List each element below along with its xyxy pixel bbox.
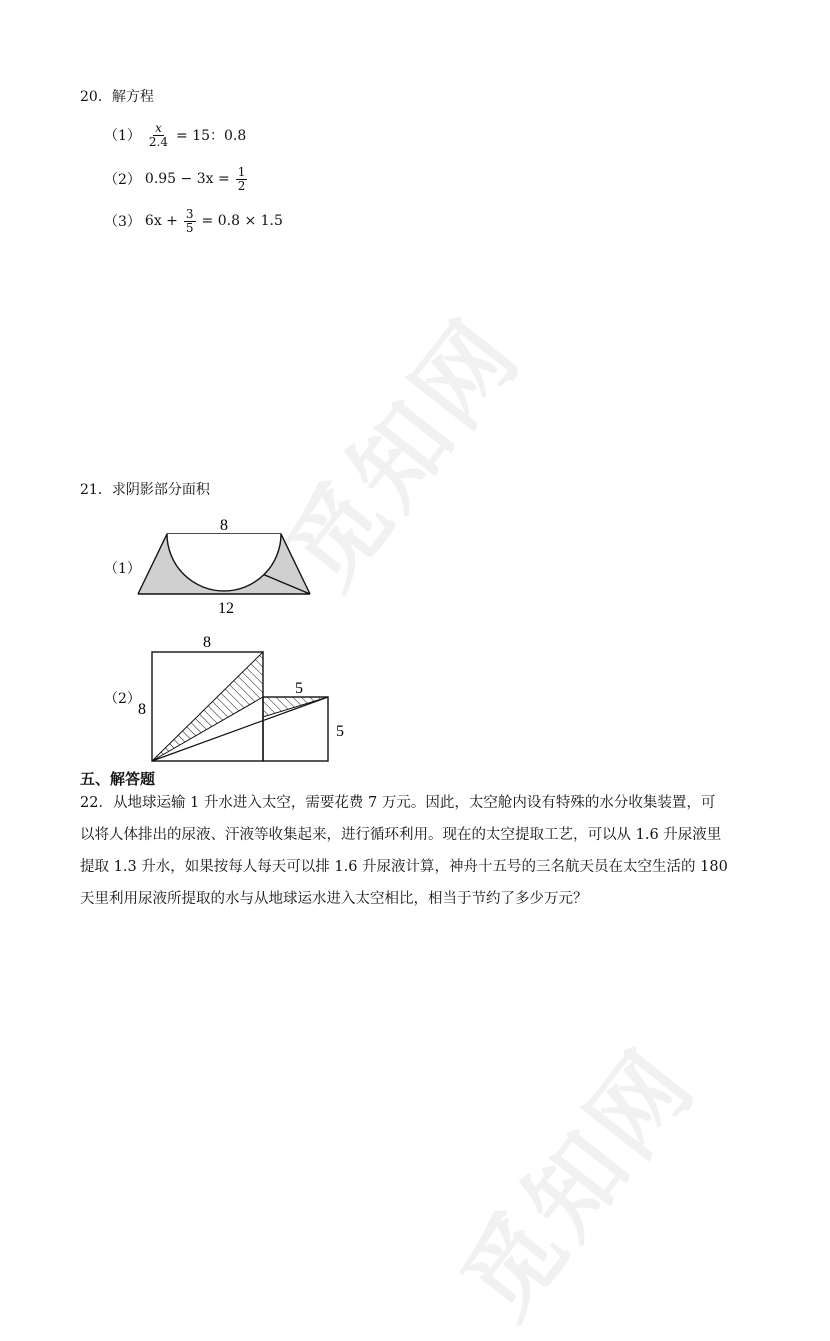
q20-eq-1-denominator: 2.4: [148, 134, 169, 149]
q21-fig1-label: （1）: [104, 561, 141, 577]
q20-eq-3-fraction: [184, 208, 196, 234]
q21-figure-2: [130, 628, 355, 768]
q21-figure-1: [130, 512, 330, 617]
q22-line-3: 提取 1.3 升水，如果按每人每天可以排 1.6 升尿液计算，神舟十五号的三名航天员在太空生活的 180: [80, 859, 728, 875]
q20-eq-2-fraction: [236, 166, 248, 192]
watermark-bottom: 觅知网: [440, 1028, 718, 1339]
q20-eq-3-label: （3）: [104, 214, 141, 231]
q20-eq-3: [104, 208, 283, 234]
q20-eq-2: [104, 166, 249, 192]
q20-eq-1-fraction: [147, 122, 170, 148]
q20-eq-2-denominator: 2: [237, 178, 246, 193]
q22-line-2: 以将人体排出的尿液、汗液等收集起来，进行循环利用。现在的太空提取工艺，可以从 1.6 升尿液里: [80, 827, 722, 843]
q20-eq-2-lhs: 0.95 − 3x =: [144, 171, 230, 188]
q20-eq-3-rest: = 0.8 × 1.5: [201, 213, 283, 230]
q20-eq-1-rest: = 15：0.8: [176, 128, 247, 145]
fig2-right-label: 5: [336, 723, 344, 740]
fig1-bottom-label: 12: [218, 600, 234, 617]
hatched-region-1: [152, 652, 263, 761]
q20-title: 20．解方程: [80, 89, 154, 105]
q21-fig2-label: （2）: [104, 691, 141, 707]
q20-eq-1-label: （1）: [104, 128, 141, 145]
q20-eq-3-denominator: 5: [185, 220, 194, 235]
q20-eq-3-numerator: 3: [185, 207, 194, 221]
watermark: 觅知网: [265, 298, 543, 609]
q20-eq-2-label: （2）: [104, 172, 141, 189]
q20-eq-1: [104, 122, 246, 148]
q20-eq-3-lhs: 6x +: [144, 213, 178, 230]
q20-eq-2-numerator: 1: [237, 165, 246, 179]
q22-line-4: 天里利用尿液所提取的水与从地球运水进入太空相比，相当于节约了多少万元？: [80, 891, 588, 907]
fig2-left-label: 8: [138, 701, 146, 718]
fig2-top-label: 8: [203, 634, 211, 651]
fig1-top-label: 8: [220, 517, 228, 534]
q20-eq-1-numerator: x: [155, 121, 162, 135]
q22-line-1: 22．从地球运输 1 升水进入太空，需要花费 7 万元。因此，太空舱内设有特殊的水分收集装置，可: [80, 795, 716, 811]
fig2-middle-label: 5: [295, 680, 303, 697]
section-5-title: 五、解答题: [80, 770, 156, 788]
q21-title: 21．求阴影部分面积: [80, 482, 210, 498]
